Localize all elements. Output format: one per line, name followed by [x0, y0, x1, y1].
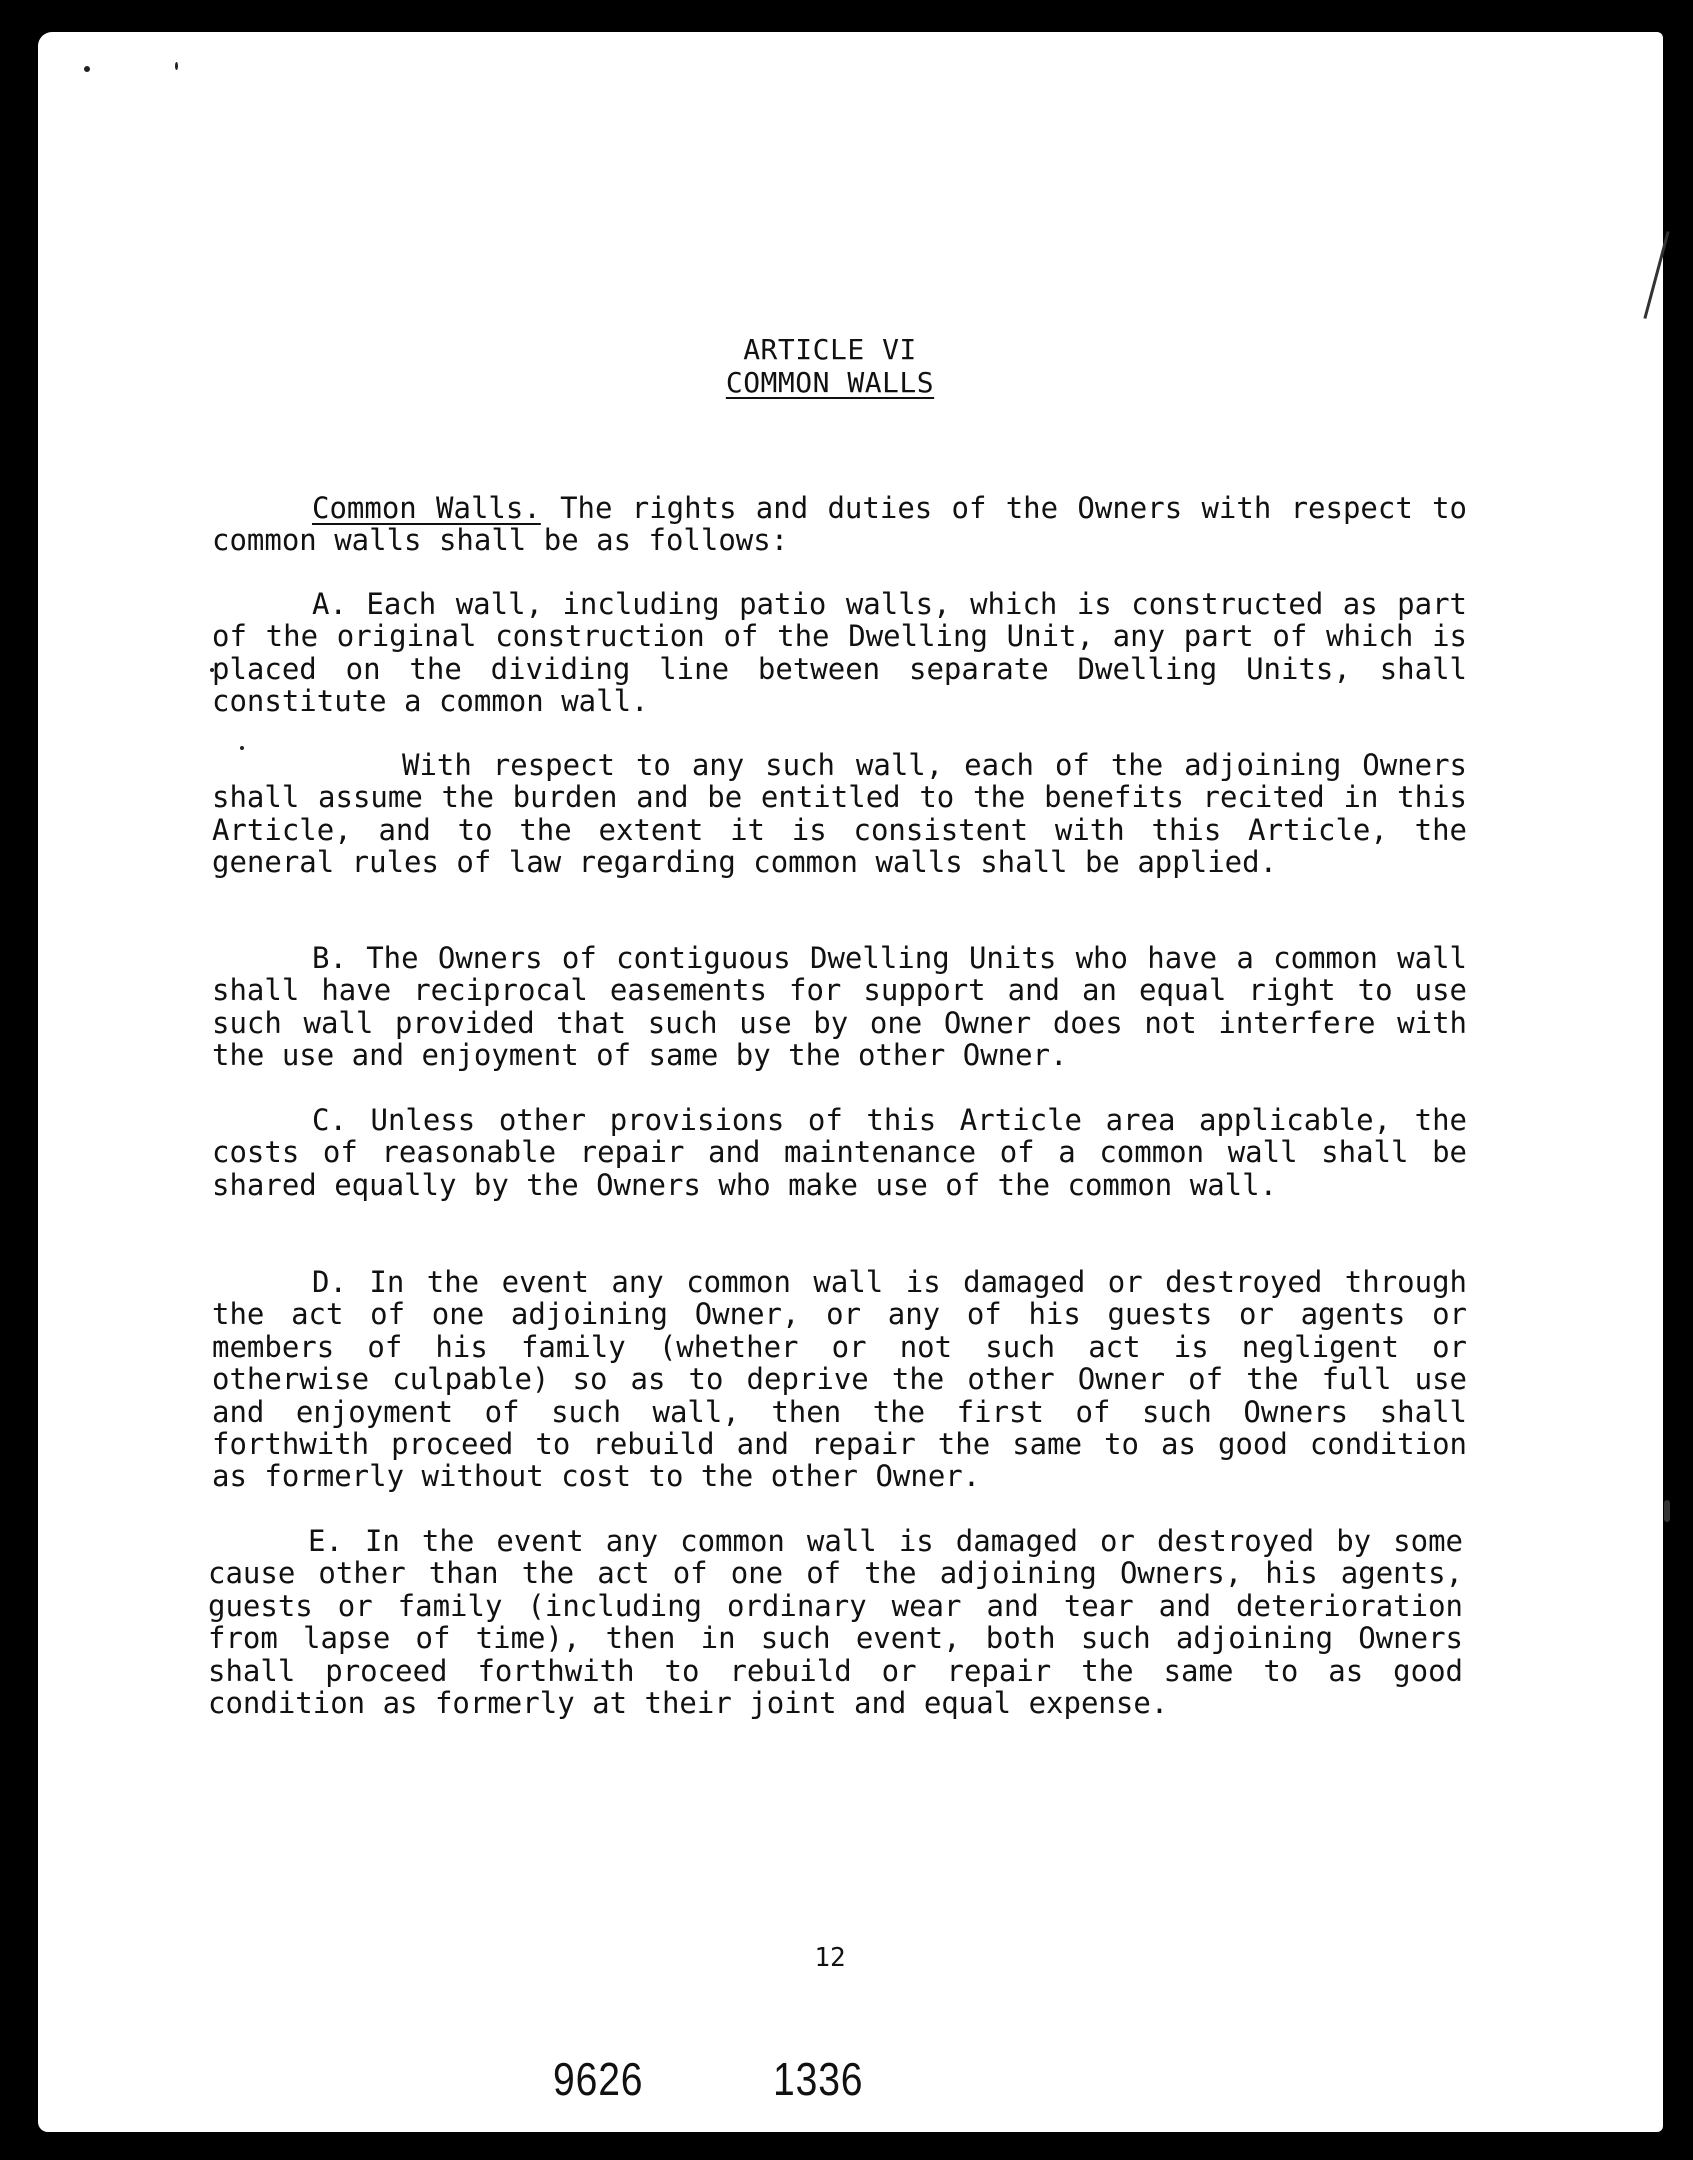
section-a: A. Each wall, including patio walls, which is constructed as part of the original construction of the Dwelling Unit, any part of which is placed on the dividing line between separate Dwelling Units, shall constitute a common wall.: [212, 587, 1467, 719]
section-d: D. In the event any common wall is damaged or destroyed through the act of one adjoining Owner, or any of his guests or agents or members of his family (whether or not such act is negligent or otherwise culpable) so as to deprive the other Owner of the full use and enjoyment of such wall, then the first of such Owners shall forthwith proceed to rebuild and repair the same to as good condition as formerly without cost to the other Owner.: [212, 1265, 1467, 1494]
article-title: COMMON WALLS: [725, 366, 935, 399]
scan-speck: [175, 62, 178, 70]
intro-text: The rights and duties of the Owners with respect to common walls shall be as follows:: [212, 491, 1467, 558]
document-stamp-number: 1336: [773, 2053, 864, 2105]
scan-edge-mark: [1664, 1500, 1670, 1522]
document-stamp-number: 9626: [553, 2053, 644, 2105]
section-b: B. The Owners of contiguous Dwelling Units who have a common wall shall have reciprocal easements for support and an equal right to use such wall provided that such use by one Owner does not interfere with the use and enjoyment of same by the other Owner.: [212, 941, 1467, 1073]
section-c: C. Unless other provisions of this Article area applicable, the costs of reasonable repair and maintenance of a common wall shall be shared equally by the Owners who make use of the common wall.: [212, 1103, 1467, 1202]
scan-speck: [84, 66, 90, 72]
section-a-continued: With respect to any such wall, each of the adjoining Owners shall assume the burden and be entitled to the benefits recited in this Article, and to the extent it is consistent with this Article, the general rules of law regarding common walls shall be applied.: [212, 748, 1467, 880]
intro-paragraph: [212, 492, 1467, 557]
article-number: ARTICLE VI: [743, 333, 917, 366]
section-e: E. In the event any common wall is damaged or destroyed by some cause other than the act of one of the adjoining Owners, his agents, guests or family (including ordinary wear and tear and deterioration from lapse of time), then in such event, both such adjoining Owners shall proceed forthwith to rebuild or repair the same to as good condition as formerly at their joint and equal expense.: [208, 1524, 1463, 1721]
intro-lead: Common Walls.: [312, 491, 541, 525]
page-number: 12: [814, 1943, 846, 1973]
